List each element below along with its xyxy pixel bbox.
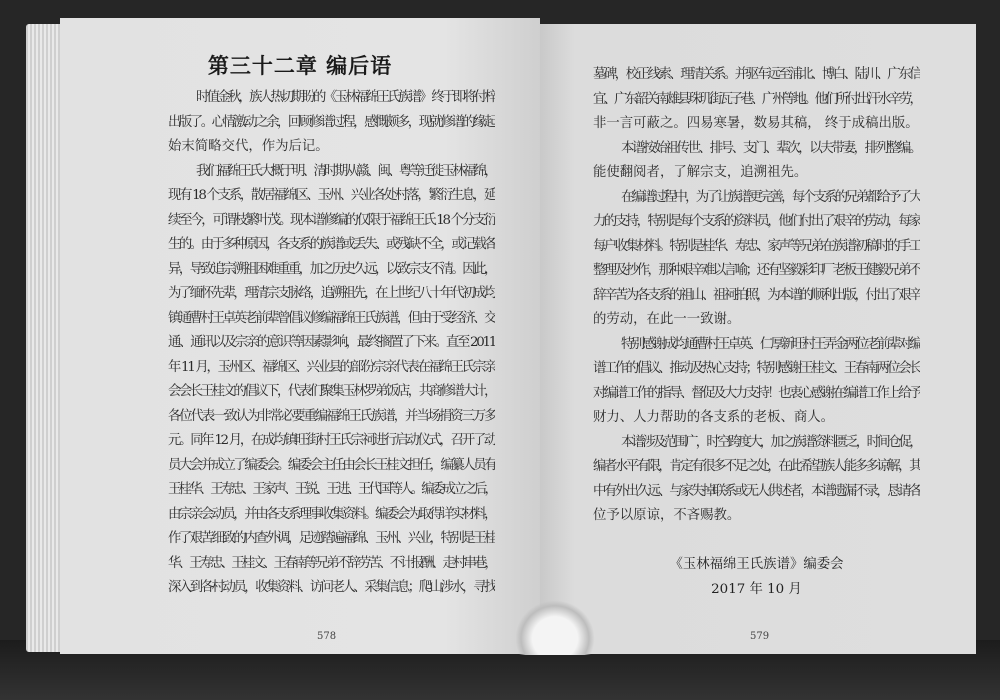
text-line: 员大会并成立了编委会。编委会主任由会长王桂文担任，编纂人员有	[168, 457, 495, 473]
text-line: 对编谱工作的指导、督促及大力支持！也衷心感谢在编谱工作上给予	[593, 385, 920, 401]
text-line: 我们福绵王氏大概于明、清时期从赣、闽、粤等迁徙玉林福绵，	[196, 163, 495, 179]
text-line: 辞辛苦为各支系的祖山、祖祠拍照，为本谱的顺利出版，付出了艰辛	[593, 287, 920, 303]
text-line: 位予以原谅，不吝赐教。	[593, 508, 741, 523]
page-number-right: 579	[750, 631, 770, 642]
text-line: 作了艰苦细致的内查外调，足迹踏遍福绵、玉州、兴业，特别是王桂	[168, 531, 495, 546]
torn-paper-edge	[515, 600, 595, 655]
text-line: 编者水平有限，肯定有很多不足之处，在此希望族人能多多谅解，其	[593, 459, 920, 474]
right-page-body	[593, 63, 920, 529]
text-line: 华、王寿忠、王桂文、王春南等兄弟不辞劳苦、不计报酬、走村串巷，	[168, 555, 495, 571]
text-line: 谱工作的倡议、推动及热心支持；特别感谢王桂文、王春南两位会长	[593, 361, 920, 376]
text-line: 现有 18 个支系，散居福绵区、玉州、兴业各处村落，繁衍生息，延	[168, 188, 495, 203]
text-line: 墓碑，校正线索、理清关系。并驱车远至浦北、博白、陆川、广东信	[593, 67, 920, 82]
text-line: 各位代表一致认为非常必要重编福绵王氏族谱，并当场捐资三万多	[168, 408, 495, 424]
text-line: 元。同年 12 月，在成均镇旺街村王氏宗祠进行启动仪式，召开了动	[168, 433, 495, 448]
text-line: 王桂华、王寿忠、王家声、王锐、王进、王代国等人。编委成立之后，	[168, 482, 495, 497]
page-number-left: 578	[317, 631, 337, 642]
text-line: 在编谱过程中，为了让族谱更完善，每个支系的兄弟都给予了大	[621, 189, 920, 205]
text-line: 本谱涉及范围广，时空跨度大，加之族谱资料匮乏，时间仓促，	[621, 434, 920, 450]
text-line: 出版了。心情激动之余，回顾修谱过程，感慨颇多，现就修谱的缘起	[168, 114, 495, 130]
text-line: 中有外出久远、与家失掉联系或无人供述者，本谱遗漏不录，恳请各	[593, 483, 920, 499]
text-line: 深入到各村动员，收集资料、访问老人、采集信息；爬山涉水，寻找	[168, 580, 495, 595]
text-line: 年 11 月，玉州区、福绵区、兴业县的部份宗亲代表在福绵王氏宗亲	[168, 359, 495, 375]
text-line: 由宗亲会动员，并由各支系理事收集资料。编委会为取得详实材料，	[168, 506, 495, 522]
text-line: 非一言可蔽之。四易寒暑，数易其稿， 终于成稿出版。	[593, 116, 919, 131]
text-line: 特别感谢成均通曹村王卓英、仁厚新旺村王弄金两位老前辈对编	[621, 336, 920, 352]
left-page-body	[168, 86, 495, 601]
text-line: 财力、人力帮助的各支系的老板、商人。	[593, 410, 835, 425]
signature: 《玉林福绵王氏族谱》编委会	[669, 557, 844, 572]
text-line: 整理及抄作，那种艰辛难以言喻；还有坚毅彩印厂老板王健毅兄弟不	[593, 263, 920, 278]
text-line: 会会长王桂文的倡议下，代表们聚集玉林罗弟饭店，共商修谱大计，	[168, 384, 495, 399]
text-line: 每户收集材料。特别是桂华、寿忠、家声等兄弟在族谱初稿时的手工	[593, 238, 920, 254]
text-line: 力的支持，特别是每个支系的资料员，他们付出了艰辛的劳动，每家	[593, 214, 920, 229]
text-line: 的劳动，在此一一致谢。	[593, 312, 741, 327]
text-line: 始末简略交代，作为后记。	[168, 139, 329, 154]
text-line: 镇通曹村王卓英老前辈曾倡议修编福绵王氏族谱，但由于受经济、交	[168, 310, 495, 326]
text-line: 异，导致追宗溯祖困难重重，加之历史久远，以致宗支不清。因此，	[168, 261, 495, 277]
text-line: 为了缅怀先辈，理清宗支脉络，追溯祖先，在上世纪八十年代初成均	[168, 286, 495, 301]
date: 2017 年 10 月	[711, 582, 802, 597]
chapter-title: 第三十二章 编后语	[207, 53, 393, 78]
text-line: 通、通讯以及宗亲的意识等因素影响，最终搁置了下来。直至 2011	[168, 335, 495, 350]
text-line: 能使翻阅者，了解宗支，追溯祖先。	[593, 165, 808, 180]
text-line: 续至今，可谓枝繁叶茂。现本谱修编的仅限于福绵王氏 18 个分支衍	[168, 212, 495, 228]
text-line: 本谱按始祖传世、排号、支门、辈次，以夫带妻，排列整编。	[621, 140, 920, 156]
text-line: 时值金秋，族人热切期盼的《玉林福绵王氏族谱》 终于即将付梓	[196, 90, 495, 105]
text-line: 宜、广东韶关南雄县珠玑街瓦子巷、广州等地。他们所付出汗水辛劳，	[593, 91, 920, 107]
text-line: 生的。由于多种原因，各支系的族谱或丢失、或残缺不全，或记载各	[168, 237, 495, 252]
